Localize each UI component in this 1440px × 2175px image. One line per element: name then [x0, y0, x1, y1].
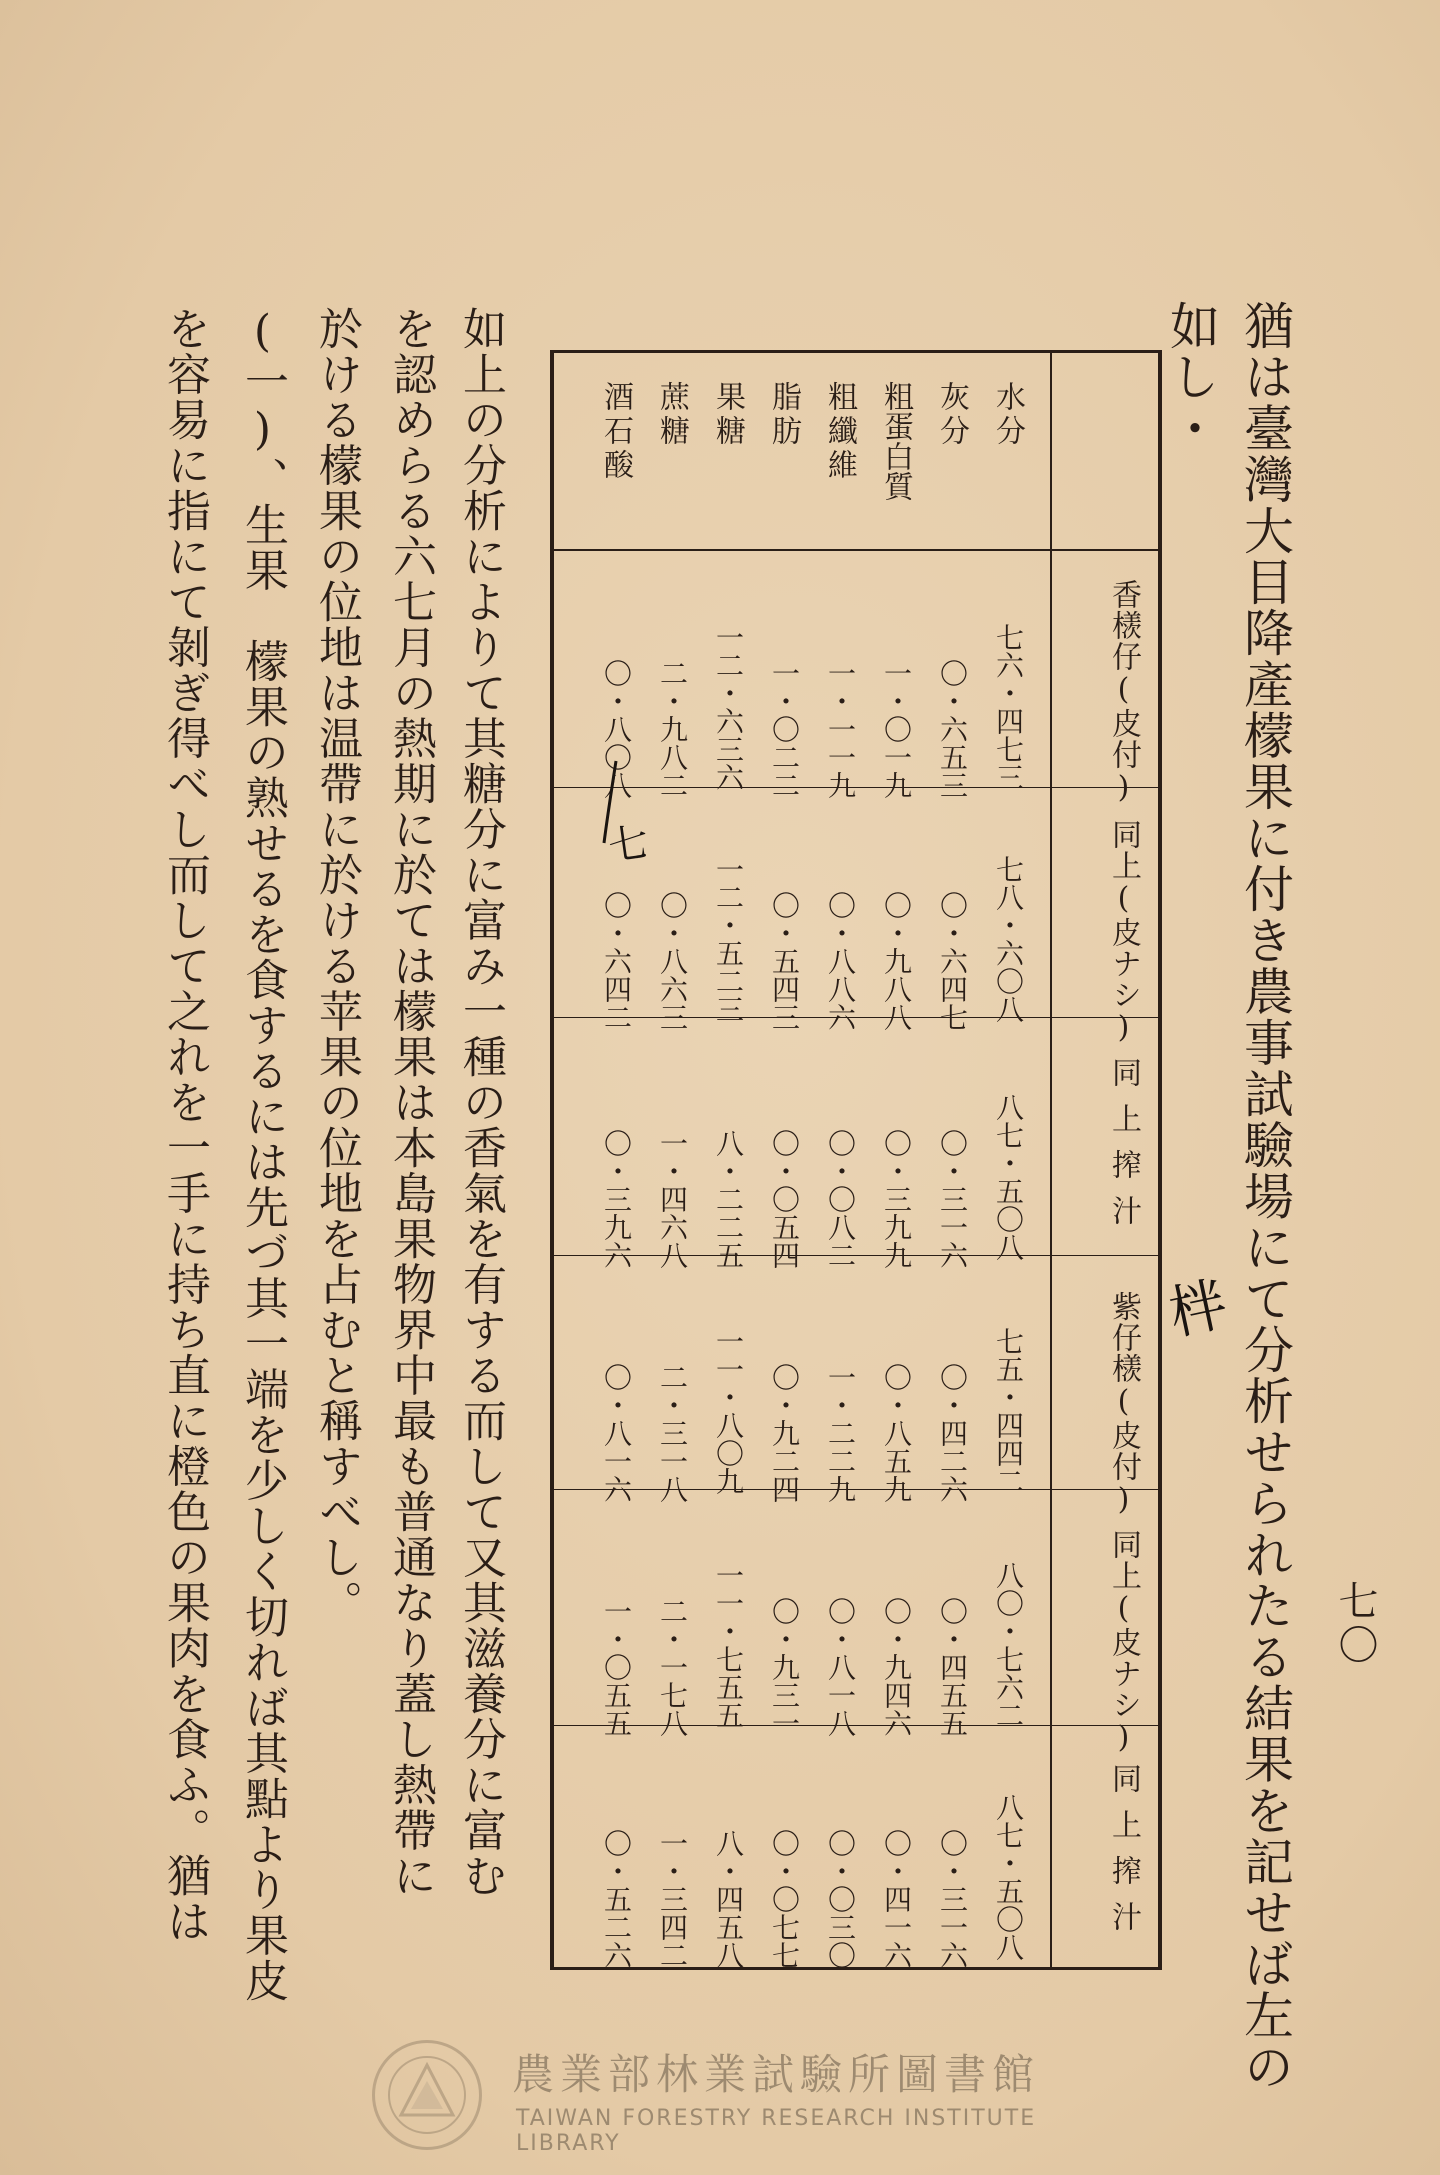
cell-c3-tartaric: 〇・三九六 [600, 1129, 633, 1269]
cell-c4-sucrose: 二・三一八 [656, 1363, 689, 1503]
column-header-4: 紫仔檨(皮付) [1106, 1291, 1141, 1518]
row-label-tartaric-acid: 酒石酸 [598, 381, 633, 483]
cell-c3-sucrose: 一・四六八 [656, 1129, 689, 1269]
body-line-4: (一)、生果 檬果の熟せるを食するには先づ其一端を少しく切れば其點より果皮 [237, 306, 288, 2004]
cell-c6-ash: 〇・三一六 [936, 1829, 969, 1969]
handwritten-margin-mark: 柈 [1162, 1269, 1234, 1349]
body-line-5: を容易に指にて剝ぎ得べし而して之れを一手に持ち直に橙色の果肉を食ふ。猶は [159, 306, 210, 1944]
cell-c2-sucrose: 〇・八六三 [656, 891, 689, 1031]
library-name-chinese: 農業部林業試驗所圖書館 [512, 2050, 1041, 2099]
cell-c5-fructose: 一一・七五五 [712, 1561, 745, 1729]
body-line-2: を認めらる六七月の熱期に於ては檬果は本島果物界中最も普通なり蓋し熱帶に [385, 306, 436, 1899]
cell-c5-ash: 〇・四五五 [936, 1597, 969, 1737]
cell-c1-fat: 一・〇二二 [768, 659, 801, 799]
column-header-1: 香檨仔(皮付) [1106, 579, 1141, 806]
column-header-3: 同上搾汁 [1106, 1057, 1141, 1241]
cell-c3-protein: 〇・三九九 [880, 1129, 913, 1269]
cell-c6-tartaric: 〇・五二六 [600, 1829, 633, 1969]
cell-c1-fructose: 一二・六三六 [712, 623, 745, 791]
library-watermark [372, 2040, 1072, 2156]
column-header-2: 同上(皮ナシ) [1106, 819, 1141, 1046]
row-label-water: 水分 [990, 381, 1025, 449]
handwritten-correction: 七 [605, 819, 652, 871]
cell-c6-fructose: 八・四五八 [712, 1829, 745, 1969]
cell-c3-ash: 〇・三一六 [936, 1129, 969, 1269]
row-label-sucrose: 蔗糖 [654, 381, 689, 449]
cell-c6-sucrose: 一・三四二 [656, 1829, 689, 1969]
cell-c4-tartaric: 〇・八一六 [600, 1363, 633, 1503]
cell-c3-water: 八七・五〇八 [992, 1093, 1025, 1261]
cell-c3-fiber: 〇・〇八二 [824, 1129, 857, 1269]
row-label-ash: 灰分 [934, 381, 969, 449]
cell-c1-water: 七六・四七三 [992, 623, 1025, 791]
cell-c6-fiber: 〇・〇三〇 [824, 1829, 857, 1969]
cell-c2-ash: 〇・六四七 [936, 891, 969, 1031]
cell-c2-water: 七八・六〇八 [992, 855, 1025, 1023]
cell-c1-sucrose: 二・九八二 [656, 659, 689, 799]
cell-c5-fat: 〇・九三一 [768, 1597, 801, 1737]
cell-c2-fat: 〇・五四三 [768, 891, 801, 1031]
cell-c5-sucrose: 二・一七八 [656, 1597, 689, 1737]
library-name-english: TAIWAN FORESTRY RESEARCH INSTITUTE LIBRARY [516, 2106, 1037, 2156]
correction-stroke [594, 757, 634, 847]
row-label-crude-fiber: 粗纖維 [822, 381, 857, 483]
cell-c6-fat: 〇・〇七七 [768, 1829, 801, 1969]
cell-c5-water: 八〇・七六二 [992, 1561, 1025, 1729]
cell-c6-protein: 〇・四一六 [880, 1829, 913, 1969]
cell-c5-tartaric: 一・〇五五 [600, 1597, 633, 1737]
row-label-crude-protein: 粗蛋白質 [878, 381, 913, 501]
cell-c6-water: 八七・五〇八 [992, 1793, 1025, 1961]
cell-c2-tartaric: 〇・六四二 [600, 891, 633, 1031]
analysis-table [550, 350, 1162, 1970]
intro-line-2: 如し・ [1162, 300, 1220, 454]
cell-c1-ash: 〇・六五三 [936, 659, 969, 799]
cell-c2-protein: 〇・九八八 [880, 891, 913, 1031]
cell-c2-fiber: 〇・八八六 [824, 891, 857, 1031]
column-header-5: 同上(皮ナシ) [1106, 1529, 1141, 1756]
cell-c3-fructose: 八・二二五 [712, 1129, 745, 1269]
cell-c1-tartaric: 〇・八〇八 [600, 659, 633, 799]
cell-c4-ash: 〇・四二六 [936, 1363, 969, 1503]
page-number: 七〇 [1332, 1580, 1378, 1668]
body-line-3: 於ける檬果の位地は温帶に於ける苹果の位地を占むと稱すべし。 [311, 306, 362, 1626]
column-header-6: 同上搾汁 [1106, 1763, 1141, 1947]
row-label-fat: 脂肪 [766, 381, 801, 449]
cell-c4-fiber: 一・二二九 [824, 1363, 857, 1503]
cell-c4-water: 七五・四四二 [992, 1327, 1025, 1495]
body-line-1: 如上の分析によりて其糖分に富み一種の香氣を有する而して又其滋養分に富む [455, 306, 506, 1899]
cell-c5-protein: 〇・九四六 [880, 1597, 913, 1737]
row-label-fructose: 果糖 [710, 381, 745, 449]
cell-c3-fat: 〇・〇五四 [768, 1129, 801, 1269]
cell-c4-protein: 〇・八五九 [880, 1363, 913, 1503]
intro-line-1: 猶は臺灣大目降產檬果に付き農事試驗場にて分析せられたる結果を記せば左の [1236, 300, 1294, 2092]
cell-c5-fiber: 〇・八一八 [824, 1597, 857, 1737]
cell-c4-fructose: 一一・八〇九 [712, 1327, 745, 1495]
cell-c2-fructose: 一二・五二三 [712, 855, 745, 1023]
cell-c1-fiber: 一・一一九 [824, 659, 857, 799]
cell-c4-fat: 〇・九二四 [768, 1363, 801, 1503]
library-seal-logo [372, 2040, 482, 2150]
cell-c1-protein: 一・〇一九 [880, 659, 913, 799]
